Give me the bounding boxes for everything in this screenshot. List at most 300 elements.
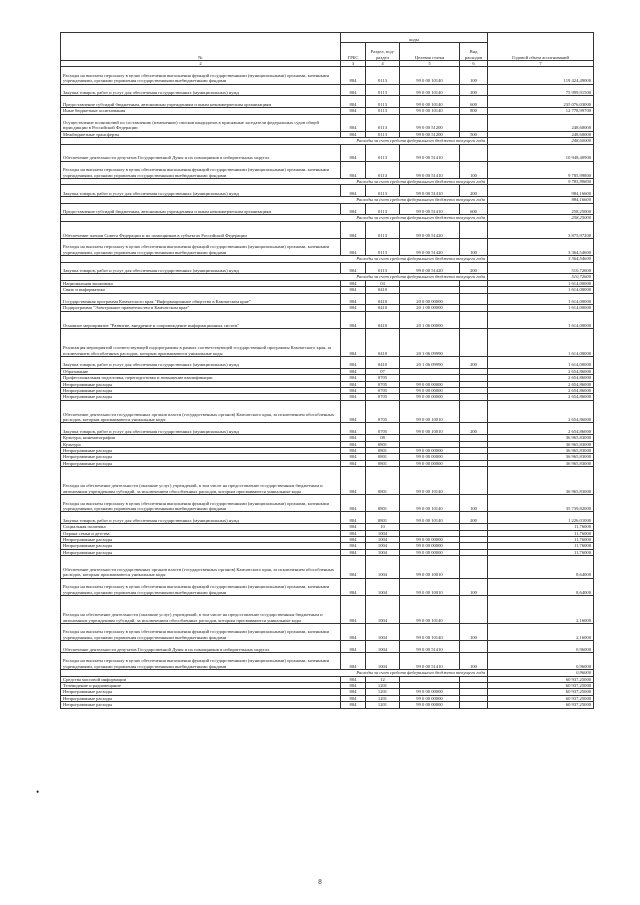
row-amount: 36 965,83000 xyxy=(488,460,594,466)
row-target-article: 99 0 00 51200 xyxy=(400,131,460,137)
row-target-article: 99 0 00 00000 xyxy=(400,543,460,549)
row-description: Непрограммные расходы xyxy=(61,454,341,460)
row-section: 0801 xyxy=(366,512,400,524)
row-target-article: 20 1 06 00000 xyxy=(400,311,460,328)
row-section: 0113 xyxy=(366,131,400,137)
row-description: Закупка товаров, работ и услуг для обеспечения государственных (муниципальных) нужд xyxy=(61,512,341,524)
row-expense-type: 500 xyxy=(460,131,488,137)
row-grbs: 804 xyxy=(341,185,366,197)
row-grbs: 804 xyxy=(341,394,366,400)
row-grbs: 804 xyxy=(341,114,366,131)
row-amount: 1 614,00000 xyxy=(488,305,594,311)
row-section: 0113 xyxy=(366,84,400,96)
row-expense-type xyxy=(460,467,488,495)
federal-note-text: Расходы за счет средств федерального бюджета текущего года xyxy=(61,274,488,280)
row-amount: 2,16000 xyxy=(488,624,594,641)
budget-rows xyxy=(61,67,594,708)
row-expense-type: 200 xyxy=(460,512,488,524)
row-target-article: 99 0 00 51410 xyxy=(400,144,460,161)
table-row xyxy=(61,67,594,84)
row-grbs: 804 xyxy=(341,448,366,454)
row-section: 0410 xyxy=(366,305,400,311)
table-row xyxy=(61,512,594,524)
row-grbs: 804 xyxy=(341,689,366,695)
row-section: 0801 xyxy=(366,454,400,460)
row-section: 0705 xyxy=(366,381,400,387)
row-description: Непрограммные расходы xyxy=(61,381,341,387)
row-description: Межбюджетные трансферты xyxy=(61,131,341,137)
federal-note-amount: 0,96000 xyxy=(488,670,594,676)
row-amount: 2 654,86000 xyxy=(488,381,594,387)
colnum-4: 4 xyxy=(366,61,400,67)
row-grbs: 804 xyxy=(341,524,366,530)
row-section: 0113 xyxy=(366,161,400,178)
table-row xyxy=(61,356,594,368)
row-section: 1004 xyxy=(366,596,400,624)
row-description: Государственная программа Камчатского края "Информационное общество в Камчатском крае" xyxy=(61,293,341,305)
row-section: 0801 xyxy=(366,441,400,447)
table-row xyxy=(61,702,594,708)
row-expense-type: 100 xyxy=(460,624,488,641)
row-expense-type xyxy=(460,293,488,305)
row-amount: 2 654,86000 xyxy=(488,375,594,381)
row-target-article: 99 0 00 00000 xyxy=(400,454,460,460)
row-amount: 60 937,25000 xyxy=(488,683,594,689)
row-grbs: 804 xyxy=(341,596,366,624)
row-target-article: 20 1 00 00000 xyxy=(400,305,460,311)
federal-note-text: Расходы за счет средств федерального бюджета текущего года xyxy=(61,670,488,676)
row-section: 0705 xyxy=(366,394,400,400)
row-grbs: 804 xyxy=(341,238,366,255)
row-grbs: 804 xyxy=(341,84,366,96)
row-amount: 35 739,82000 xyxy=(488,495,594,512)
row-target-article: 99 0 00 51410 xyxy=(400,641,460,653)
row-expense-type xyxy=(460,311,488,328)
row-amount: 60 937,25000 xyxy=(488,695,594,701)
budget-table xyxy=(60,32,594,709)
budget-sheet xyxy=(60,32,593,709)
margin-mark: • xyxy=(36,787,40,797)
row-amount: 8,64000 xyxy=(488,578,594,595)
row-grbs: 804 xyxy=(341,161,366,178)
row-grbs: 804 xyxy=(341,203,366,215)
row-expense-type: 800 xyxy=(460,108,488,114)
table-row xyxy=(61,423,594,435)
federal-note-amount: 984,16600 xyxy=(488,197,594,203)
row-section: 0410 xyxy=(366,293,400,305)
row-section: 0113 xyxy=(366,221,400,238)
colnum-5: 5 xyxy=(400,61,460,67)
row-description: Непрограммные расходы xyxy=(61,537,341,543)
row-amount: 0,96000 xyxy=(488,653,594,670)
row-description: Закупка товаров, работ и услуг для обеспечения государственных (муниципальных) нужд xyxy=(61,185,341,197)
row-section: 0410 xyxy=(366,311,400,328)
row-expense-type: 100 xyxy=(460,161,488,178)
row-grbs: 804 xyxy=(341,512,366,524)
colnum-1: 2 xyxy=(61,61,341,67)
table-row xyxy=(61,400,594,423)
row-grbs: 804 xyxy=(341,460,366,466)
row-description: Связь и информатика xyxy=(61,287,341,293)
row-target-article: 99 0 00 10140 xyxy=(400,512,460,524)
row-target-article: 99 0 00 10140 xyxy=(400,596,460,624)
row-expense-type: 100 xyxy=(460,67,488,84)
row-target-article: 99 0 00 51420 xyxy=(400,238,460,255)
row-description: Расходы на выплаты персоналу в целях обеспечения выполнения функций государственными (муниципальными) органами, казенными учреждениями, органами управления государственными внебюджетными фондами xyxy=(61,67,341,84)
row-amount: 8,64000 xyxy=(488,556,594,579)
row-amount: 2 654,86000 xyxy=(488,400,594,423)
header-expense-type: Вид расходов xyxy=(460,43,488,61)
table-row xyxy=(61,624,594,641)
row-target-article: 99 0 00 00000 xyxy=(400,387,460,393)
row-description: Средства массовой информации xyxy=(61,676,341,682)
row-grbs: 804 xyxy=(341,287,366,293)
row-target-article: 99 0 00 10140 xyxy=(400,467,460,495)
row-target-article: 99 0 00 10010 xyxy=(400,400,460,423)
row-grbs: 804 xyxy=(341,381,366,387)
row-target-article: 99 0 00 51200 xyxy=(400,114,460,131)
row-amount: 36 965,83000 xyxy=(488,467,594,495)
row-amount: 2 654,86000 xyxy=(488,387,594,393)
row-grbs: 804 xyxy=(341,375,366,381)
row-expense-type xyxy=(460,328,488,356)
row-description: Профессиональная подготовка, переподготовка и повышение квалификации xyxy=(61,375,341,381)
row-description: Непрограммные расходы xyxy=(61,689,341,695)
row-amount: 1 614,00000 xyxy=(488,287,594,293)
row-description: Осуществление полномочий по составлению (изменению) списков кандидатов в присяжные заседатели федеральных судов общей юрисдикции в Российской Федерации xyxy=(61,114,341,131)
row-amount: 235 076,03000 xyxy=(488,96,594,108)
row-expense-type: 100 xyxy=(460,578,488,595)
row-target-article: 99 0 00 10010 xyxy=(400,423,460,435)
row-grbs: 804 xyxy=(341,653,366,670)
row-section: 1201 xyxy=(366,702,400,708)
row-target-article: 99 0 00 51410 xyxy=(400,161,460,178)
row-section: 0801 xyxy=(366,448,400,454)
row-expense-type xyxy=(460,221,488,238)
row-expense-type: 200 xyxy=(460,84,488,96)
row-description: Непрограммные расходы xyxy=(61,387,341,393)
row-description: Обеспечение деятельности государственных органов власти (государственных органов) Камчатского края, за исключением обособленных расходов, которым присваиваются уникальные коды xyxy=(61,400,341,423)
row-description: Непрограммные расходы xyxy=(61,702,341,708)
row-section: 0113 xyxy=(366,238,400,255)
row-section: 1004 xyxy=(366,549,400,555)
row-description: Непрограммные расходы xyxy=(61,394,341,400)
row-grbs: 804 xyxy=(341,683,366,689)
row-description: Закупка товаров, работ и услуг для обеспечения государственных (муниципальных) нужд xyxy=(61,356,341,368)
row-amount: 60 937,25000 xyxy=(488,702,594,708)
federal-note-text: Расходы за счет средств федерального бюджета текущего года xyxy=(61,215,488,221)
row-expense-type xyxy=(460,114,488,131)
header-amount: Годовой объем ассигнований xyxy=(488,33,594,61)
row-amount: 11,76000 xyxy=(488,549,594,555)
row-target-article: 99 0 00 00000 xyxy=(400,695,460,701)
row-amount: 60 937,25000 xyxy=(488,676,594,682)
row-expense-type xyxy=(460,144,488,161)
row-description: Расходы на выплаты персоналу в целях обеспечения выполнения функций государственными (муниципальными) органами, казенными учреждениями, органами управления государственными внебюджетными фондами xyxy=(61,653,341,670)
row-section: 0705 xyxy=(366,423,400,435)
row-amount: 984,16600 xyxy=(488,185,594,197)
row-description: Культура, кинематография xyxy=(61,435,341,441)
header-grbs: ГРБС xyxy=(341,43,366,61)
row-grbs: 804 xyxy=(341,305,366,311)
row-amount: 248,60000 xyxy=(488,131,594,137)
row-description: Телевидение и радиовещание xyxy=(61,683,341,689)
row-amount: 75 999,91500 xyxy=(488,84,594,96)
row-description: Основное мероприятие "Развитие, внедрение и сопровождение информационных систем" xyxy=(61,311,341,328)
row-grbs: 804 xyxy=(341,556,366,579)
row-section: 0801 xyxy=(366,467,400,495)
row-description: Закупка товаров, работ и услуг для обеспечения государственных (муниципальных) нужд xyxy=(61,423,341,435)
row-section: 1004 xyxy=(366,556,400,579)
table-row xyxy=(61,495,594,512)
federal-note-amount: 510,72600 xyxy=(488,274,594,280)
row-section: 1201 xyxy=(366,689,400,695)
row-grbs: 804 xyxy=(341,543,366,549)
table-row xyxy=(61,221,594,238)
row-target-article: 99 0 00 51410 xyxy=(400,185,460,197)
row-section: 1004 xyxy=(366,641,400,653)
row-target-article: 99 0 00 10140 xyxy=(400,84,460,96)
row-description: Культура xyxy=(61,441,341,447)
row-target-article: 99 0 00 10010 xyxy=(400,578,460,595)
table-row xyxy=(61,556,594,579)
row-section: 0705 xyxy=(366,387,400,393)
row-section: 0113 xyxy=(366,262,400,274)
row-amount: 2 654,86000 xyxy=(488,368,594,374)
row-amount: 3 875,97200 xyxy=(488,221,594,238)
table-row xyxy=(61,238,594,255)
row-grbs: 804 xyxy=(341,221,366,238)
federal-note-amount: 248,60000 xyxy=(488,138,594,144)
row-grbs: 804 xyxy=(341,441,366,447)
row-expense-type xyxy=(460,596,488,624)
row-amount: 1 226,01000 xyxy=(488,512,594,524)
row-grbs: 804 xyxy=(341,262,366,274)
colnum-3: 3 xyxy=(341,61,366,67)
row-grbs: 804 xyxy=(341,435,366,441)
row-description: Непрограммные расходы xyxy=(61,549,341,555)
colnum-7: 7 xyxy=(488,61,594,67)
row-amount: 0,96000 xyxy=(488,641,594,653)
row-description: Предоставление субсидий бюджетным, автономным учреждениям и иным некоммерческим организациям xyxy=(61,203,341,215)
row-description: Расходы на выплаты персоналу в целях обеспечения выполнения функций государственными (муниципальными) органами, казенными учреждениями, органами управления государственными внебюджетными фондами xyxy=(61,578,341,595)
row-expense-type xyxy=(460,641,488,653)
table-row xyxy=(61,293,594,305)
row-amount: 36 965,83000 xyxy=(488,454,594,460)
table-row xyxy=(61,262,594,274)
header-no: № xyxy=(61,33,341,61)
row-section: 1201 xyxy=(366,695,400,701)
row-amount: 1 614,00000 xyxy=(488,328,594,356)
row-expense-type: 200 xyxy=(460,185,488,197)
row-target-article: 99 0 00 00000 xyxy=(400,394,460,400)
row-description: Непрограммные расходы xyxy=(61,543,341,549)
row-section: 0113 xyxy=(366,67,400,84)
row-section: 0410 xyxy=(366,287,400,293)
row-grbs: 804 xyxy=(341,702,366,708)
federal-note-text: Расходы за счет средств федерального бюджета текущего года xyxy=(61,178,488,184)
row-amount: 9 785,99800 xyxy=(488,161,594,178)
row-grbs: 804 xyxy=(341,108,366,114)
row-description: Расходы на обеспечение деятельности (оказание услуг) учреждений, в том числе на предоставление государственным бюджетным и автономным учреждениям субсидий, за исключением обособленных расходов, которым присваиваются уникальные коды xyxy=(61,596,341,624)
row-amount: 60 937,25000 xyxy=(488,689,594,695)
row-description: Закупка товаров, работ и услуг для обеспечения государственных (муниципальных) нужд xyxy=(61,262,341,274)
row-grbs: 804 xyxy=(341,624,366,641)
row-section: 0705 xyxy=(366,400,400,423)
row-expense-type xyxy=(460,702,488,708)
row-section: 0113 xyxy=(366,185,400,197)
row-expense-type: 600 xyxy=(460,96,488,108)
row-grbs: 804 xyxy=(341,537,366,543)
row-section: 1004 xyxy=(366,653,400,670)
row-grbs: 804 xyxy=(341,387,366,393)
row-grbs: 804 xyxy=(341,328,366,356)
table-row xyxy=(61,96,594,108)
row-description: Обеспечение деятельности депутатов Государственной Думы и их помощников в избирательных округах xyxy=(61,144,341,161)
row-description: Закупка товаров, работ и услуг для обеспечения государственных (муниципальных) нужд xyxy=(61,84,341,96)
row-description: Расходы на выплаты персоналу в целях обеспечения выполнения функций государственными (муниципальными) органами, казенными учреждениями, органами управления государственными внебюджетными фондами xyxy=(61,495,341,512)
row-amount: 12 778,99700 xyxy=(488,108,594,114)
table-row xyxy=(61,467,594,495)
row-description: Образование xyxy=(61,368,341,374)
row-section: 0410 xyxy=(366,328,400,356)
row-section: 04 xyxy=(366,280,400,286)
row-target-article: 99 0 00 10140 xyxy=(400,108,460,114)
table-row xyxy=(61,328,594,356)
row-section: 0113 xyxy=(366,144,400,161)
row-amount: 248,60000 xyxy=(488,114,594,131)
row-target-article: 99 0 00 10140 xyxy=(400,624,460,641)
row-target-article: 99 0 00 00000 xyxy=(400,381,460,387)
row-amount: 1 614,00000 xyxy=(488,293,594,305)
row-section: 0801 xyxy=(366,460,400,466)
table-row xyxy=(61,84,594,96)
row-amount: 11,76000 xyxy=(488,537,594,543)
row-target-article: 99 0 00 00000 xyxy=(400,448,460,454)
row-expense-type xyxy=(460,400,488,423)
row-amount: 3 364,54600 xyxy=(488,238,594,255)
row-expense-type: 600 xyxy=(460,203,488,215)
row-expense-type: 200 xyxy=(460,423,488,435)
row-section: 0113 xyxy=(366,108,400,114)
row-description: Обеспечение деятельности государственных органов власти (государственных органов) Камчатского края, за исключением обособленных расходов, которым присваиваются уникальные коды xyxy=(61,556,341,579)
table-row xyxy=(61,578,594,595)
row-expense-type: 100 xyxy=(460,495,488,512)
row-description: Охрана семьи и детства xyxy=(61,530,341,536)
table-row xyxy=(61,161,594,178)
table-row xyxy=(61,114,594,131)
row-amount: 11,76000 xyxy=(488,530,594,536)
table-row xyxy=(61,311,594,328)
row-description: Иные бюджетные ассигнования xyxy=(61,108,341,114)
table-row xyxy=(61,653,594,670)
row-description: Расходы на выплаты персоналу в целях обеспечения выполнения функций государственными (муниципальными) органами, казенными учреждениями, органами управления государственными внебюджетными фондами xyxy=(61,161,341,178)
row-expense-type xyxy=(460,556,488,579)
row-grbs: 804 xyxy=(341,293,366,305)
row-section: 0410 xyxy=(366,356,400,368)
row-target-article: 20 1 06 09990 xyxy=(400,328,460,356)
row-section: 1201 xyxy=(366,683,400,689)
row-target-article: 99 0 00 10010 xyxy=(400,556,460,579)
row-description: Непрограммные расходы xyxy=(61,448,341,454)
row-target-article: 99 0 00 00000 xyxy=(400,549,460,555)
row-amount: 1 614,00000 xyxy=(488,356,594,368)
row-section: 0113 xyxy=(366,114,400,131)
row-description: Обеспечение членов Совета Федерации и их помощников в субъектах Российской Федерации xyxy=(61,221,341,238)
row-section: 0705 xyxy=(366,375,400,381)
federal-note-amount: 9 785,99800 xyxy=(488,178,594,184)
row-description: Обеспечение деятельности депутатов Государственной Думы и их помощников в избирательных округах xyxy=(61,641,341,653)
row-description: Непрограммные расходы xyxy=(61,695,341,701)
page-number: 8 xyxy=(318,878,322,886)
header-row-top xyxy=(61,33,594,43)
row-section: 1004 xyxy=(366,537,400,543)
row-section: 12 xyxy=(366,676,400,682)
row-grbs: 804 xyxy=(341,495,366,512)
row-grbs: 804 xyxy=(341,96,366,108)
row-grbs: 804 xyxy=(341,549,366,555)
row-amount: 10 948,40900 xyxy=(488,144,594,161)
row-grbs: 804 xyxy=(341,356,366,368)
row-amount: 510,72600 xyxy=(488,262,594,274)
row-grbs: 804 xyxy=(341,676,366,682)
table-row xyxy=(61,203,594,215)
federal-note-text: Расходы за счет средств федерального бюджета текущего года xyxy=(61,256,488,262)
federal-note-text: Расходы за счет средств федерального бюджета текущего года xyxy=(61,197,488,203)
row-description: Социальная политика xyxy=(61,524,341,530)
header-section: Раздел, под-раздел xyxy=(366,43,400,61)
row-section: 1004 xyxy=(366,624,400,641)
row-amount: 1 614,00000 xyxy=(488,311,594,328)
row-expense-type: 200 xyxy=(460,356,488,368)
row-grbs: 804 xyxy=(341,67,366,84)
row-description: Национальная экономика xyxy=(61,280,341,286)
row-grbs: 804 xyxy=(341,641,366,653)
row-grbs: 804 xyxy=(341,144,366,161)
row-section: 10 xyxy=(366,524,400,530)
row-description: Непрограммные расходы xyxy=(61,460,341,466)
row-expense-type: 100 xyxy=(460,653,488,670)
row-target-article: 99 0 00 10140 xyxy=(400,495,460,512)
row-expense-type: 200 xyxy=(460,262,488,274)
row-amount: 11,76000 xyxy=(488,524,594,530)
row-target-article: 20 1 06 09990 xyxy=(400,356,460,368)
row-grbs: 804 xyxy=(341,280,366,286)
row-amount: 1 614,00000 xyxy=(488,280,594,286)
row-target-article: 99 0 00 00000 xyxy=(400,702,460,708)
row-description: Расходы на выплаты персоналу в целях обеспечения выполнения функций государственными (муниципальными) органами, казенными учреждениями, органами управления государственными внебюджетными фондами xyxy=(61,238,341,255)
row-description: Расходы на обеспечение деятельности (оказание услуг) учреждений, в том числе на предоставление государственным бюджетным и автономным учреждениям субсидий, за исключением обособленных расходов, которым присваиваются уникальные коды xyxy=(61,467,341,495)
row-target-article: 99 0 00 51420 xyxy=(400,221,460,238)
table-row xyxy=(61,641,594,653)
row-grbs: 804 xyxy=(341,578,366,595)
row-amount: 36 965,83000 xyxy=(488,435,594,441)
row-description: Реализация мероприятий соответствующей подпрограммы в рамках соответствующей государственной программы Камчатского края, за исключением обособленных расходов, которым присваиваются уникальные коды xyxy=(61,328,341,356)
colnum-6: 6 xyxy=(460,61,488,67)
row-section: 1004 xyxy=(366,530,400,536)
row-grbs: 804 xyxy=(341,311,366,328)
row-section: 0801 xyxy=(366,495,400,512)
row-amount: 36 965,83000 xyxy=(488,448,594,454)
row-section: 0113 xyxy=(366,203,400,215)
row-amount: 2 654,86000 xyxy=(488,394,594,400)
row-section: 1004 xyxy=(366,578,400,595)
header-target-article: Целевая статья xyxy=(400,43,460,61)
row-target-article: 99 0 00 51410 xyxy=(400,653,460,670)
row-section: 08 xyxy=(366,435,400,441)
row-amount: 11,76000 xyxy=(488,543,594,549)
header-codes: коды xyxy=(341,33,488,43)
